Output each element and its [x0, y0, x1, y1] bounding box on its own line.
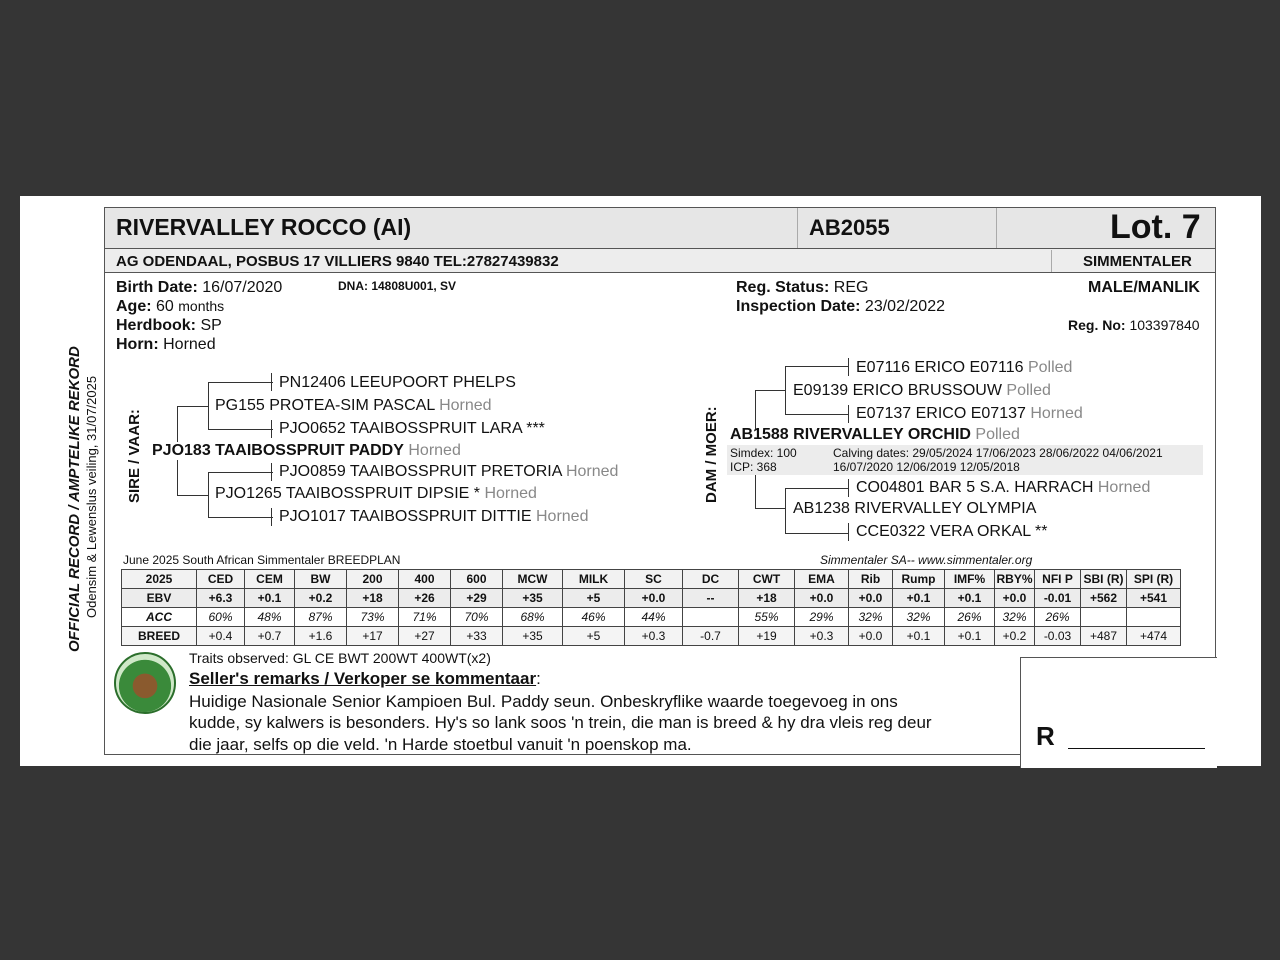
breed-row-cell: -0.03: [1035, 627, 1081, 646]
dam-sire-sire: E07116 ERICO E07116 Polled: [856, 359, 1073, 376]
breedplan-table: [121, 569, 1181, 646]
breed-row-cell: BREED: [122, 627, 197, 646]
ebv-row-cell: +0.1: [893, 589, 945, 608]
dam-dam-sire: CO04801 BAR 5 S.A. HARRACH Horned: [856, 479, 1151, 496]
ebv-row-cell: +0.0: [849, 589, 893, 608]
sire-name: PJO183 TAAIBOSSPRUIT PADDY Horned: [152, 442, 461, 459]
ebv-row: [122, 589, 1181, 608]
breedplan-header-row-cell: SBI (R): [1081, 570, 1127, 589]
breedplan-header-row-cell: 600: [451, 570, 503, 589]
acc-row-cell: 44%: [625, 608, 683, 627]
sire-sire-dam: PJO0652 TAAIBOSSPRUIT LARA ***: [279, 420, 545, 437]
acc-row: [122, 608, 1181, 627]
ebv-row-cell: +0.1: [945, 589, 995, 608]
acc-row-cell: 26%: [945, 608, 995, 627]
acc-row-cell: [1127, 608, 1181, 627]
breedplan-header-row-cell: BW: [295, 570, 347, 589]
breedplan-header-row-cell: NFI P: [1035, 570, 1081, 589]
breedplan-header-row-cell: CWT: [739, 570, 795, 589]
breed-row-cell: +19: [739, 627, 795, 646]
ebv-row-cell: --: [683, 589, 739, 608]
dam-sire-dam: E07137 ERICO E07137 Horned: [856, 405, 1083, 422]
breedplan-website: Simmentaler SA-- www.simmentaler.org: [820, 553, 1033, 567]
sire-sire: PG155 PROTEA-SIM PASCAL Horned: [215, 397, 492, 414]
ebv-row-cell: +0.0: [995, 589, 1035, 608]
breed-row-cell: +35: [503, 627, 563, 646]
lot-number: Lot. 7: [1110, 208, 1201, 246]
herdbook: Herdbook: SP: [116, 317, 222, 334]
acc-row-cell: 29%: [795, 608, 849, 627]
breedplan-header-row-cell: EMA: [795, 570, 849, 589]
breed-row-cell: +0.4: [197, 627, 245, 646]
ebv-row-cell: +541: [1127, 589, 1181, 608]
acc-row-cell: 87%: [295, 608, 347, 627]
breedplan-header-row-cell: DC: [683, 570, 739, 589]
horn: Horn: Horned: [116, 336, 216, 353]
breed-row-cell: +0.2: [995, 627, 1035, 646]
acc-row-cell: 48%: [245, 608, 295, 627]
ebv-row-cell: -0.01: [1035, 589, 1081, 608]
sire-dam-sire: PJO0859 TAAIBOSSPRUIT PRETORIA Horned: [279, 463, 619, 480]
acc-row-cell: 60%: [197, 608, 245, 627]
ebv-row-cell: +18: [739, 589, 795, 608]
breedplan-header-row-cell: SC: [625, 570, 683, 589]
acc-row-cell: 68%: [503, 608, 563, 627]
acc-row-cell: ACC: [122, 608, 197, 627]
ebv-row-cell: +0.0: [625, 589, 683, 608]
breed-row-cell: +5: [563, 627, 625, 646]
breedplan-header-row: [122, 570, 1181, 589]
acc-row-cell: 46%: [563, 608, 625, 627]
breedplan-caption: June 2025 South African Simmentaler BREEDPLAN: [123, 553, 401, 567]
dam-label: DAM / MOER:: [703, 406, 720, 503]
dam-icp: ICP: 368: [730, 460, 777, 474]
remarks-title: Seller's remarks / Verkoper se kommentaar:: [189, 669, 541, 688]
dam-name: AB1588 RIVERVALLEY ORCHID Polled: [730, 426, 1020, 443]
breed-row: [122, 627, 1181, 646]
ebv-row-cell: +26: [399, 589, 451, 608]
breedplan-header-row-cell: 400: [399, 570, 451, 589]
official-record-label: OFFICIAL RECORD / AMPTELIKE REKORD: [66, 346, 83, 652]
acc-row-cell: 55%: [739, 608, 795, 627]
breedplan-header-row-cell: MCW: [503, 570, 563, 589]
breedplan-header-row-cell: RBY%: [995, 570, 1035, 589]
breedplan-header-row-cell: 2025: [122, 570, 197, 589]
breedplan-header-row-cell: IMF%: [945, 570, 995, 589]
inspection-date: Inspection Date: 23/02/2022: [736, 298, 945, 315]
acc-row-cell: 32%: [995, 608, 1035, 627]
traits-observed: Traits observed: GL CE BWT 200WT 400WT(x2): [189, 650, 491, 666]
simmentaler-logo: [114, 652, 176, 714]
animal-id: AB2055: [809, 215, 890, 240]
breedplan-header-row-cell: CEM: [245, 570, 295, 589]
breed-row-cell: +0.3: [625, 627, 683, 646]
remarks-line-3: die jaar, selfs op die veld. 'n Harde stoetbul vanuit 'n poenskop ma.: [189, 735, 692, 754]
breed-row-cell: +0.3: [795, 627, 849, 646]
sire-sire-sire: PN12406 LEEUPOORT PHELPS: [279, 374, 516, 391]
breedplan-header-row-cell: MILK: [563, 570, 625, 589]
dam-sire: E09139 ERICO BRUSSOUW Polled: [793, 382, 1051, 399]
breedplan-header-row-cell: Rump: [893, 570, 945, 589]
breed-row-cell: +0.7: [245, 627, 295, 646]
remarks-line-1: Huidige Nasionale Senior Kampioen Bul. Paddy seun. Onbeskryflike waarde toegevoeg in ons: [189, 692, 898, 711]
breed-label: SIMMENTALER: [1083, 253, 1192, 270]
acc-row-cell: 32%: [893, 608, 945, 627]
price-line[interactable]: [1068, 748, 1205, 749]
dam-calving-dates: Calving dates: 29/05/2024 17/06/2023 28/06/2022 04/06/2021: [833, 446, 1163, 460]
sex-label: MALE/MANLIK: [1088, 279, 1200, 296]
breed-row-cell: +487: [1081, 627, 1127, 646]
dam-simdex: Simdex: 100: [730, 446, 797, 460]
dna: DNA: 14808U001, SV: [338, 279, 457, 293]
breedplan-header-row-cell: CED: [197, 570, 245, 589]
ebv-row-cell: +0.2: [295, 589, 347, 608]
ebv-row-cell: +5: [563, 589, 625, 608]
breed-row-cell: -0.7: [683, 627, 739, 646]
ebv-row-cell: +0.0: [795, 589, 849, 608]
ebv-row-cell: EBV: [122, 589, 197, 608]
dam-dam: AB1238 RIVERVALLEY OLYMPIA: [793, 500, 1037, 517]
sire-dam-dam: PJO1017 TAAIBOSSPRUIT DITTIE Horned: [279, 508, 589, 525]
breed-row-cell: +1.6: [295, 627, 347, 646]
dam-dam-dam: CCE0322 VERA ORKAL **: [856, 523, 1048, 540]
ebv-row-cell: +35: [503, 589, 563, 608]
acc-row-cell: [1081, 608, 1127, 627]
breed-row-cell: +0.1: [893, 627, 945, 646]
ebv-row-cell: +29: [451, 589, 503, 608]
reg-no: Reg. No: 103397840: [1068, 317, 1200, 333]
breed-row-cell: +0.0: [849, 627, 893, 646]
breed-row-cell: +474: [1127, 627, 1181, 646]
breed-row-cell: +17: [347, 627, 399, 646]
acc-row-cell: 71%: [399, 608, 451, 627]
remarks-line-2: kudde, sy kalwers is besonders. Hy's so lank soos 'n trein, die man is breed & hy dra vleis reg deur: [189, 713, 932, 732]
ebv-row-cell: +0.1: [245, 589, 295, 608]
ebv-row-cell: +6.3: [197, 589, 245, 608]
breed-row-cell: +33: [451, 627, 503, 646]
price-label: R: [1036, 721, 1055, 751]
breeder-address: AG ODENDAAL, POSBUS 17 VILLIERS 9840 TEL:27827439832: [116, 253, 559, 270]
acc-row-cell: 32%: [849, 608, 893, 627]
birth-date: Birth Date: 16/07/2020: [116, 279, 283, 296]
sale-label: Odensim & Lewenslus veiling, 31/07/2025: [84, 375, 99, 618]
sire-dam: PJO1265 TAAIBOSSPRUIT DIPSIE * Horned: [215, 485, 537, 502]
breed-row-cell: +0.1: [945, 627, 995, 646]
animal-name: RIVERVALLEY ROCCO (AI): [116, 214, 412, 240]
acc-row-cell: 73%: [347, 608, 399, 627]
ebv-row-cell: +18: [347, 589, 399, 608]
acc-row-cell: 26%: [1035, 608, 1081, 627]
dam-calving-dates-2: 16/07/2020 12/06/2019 12/05/2018: [833, 460, 1020, 474]
breedplan-header-row-cell: 200: [347, 570, 399, 589]
age: Age: 60 months: [116, 298, 225, 315]
acc-row-cell: [683, 608, 739, 627]
breed-row-cell: +27: [399, 627, 451, 646]
reg-status: Reg. Status: REG: [736, 279, 869, 296]
breedplan-header-row-cell: Rib: [849, 570, 893, 589]
sire-label: SIRE / VAAR:: [126, 409, 143, 503]
acc-row-cell: 70%: [451, 608, 503, 627]
breedplan-header-row-cell: SPI (R): [1127, 570, 1181, 589]
ebv-row-cell: +562: [1081, 589, 1127, 608]
